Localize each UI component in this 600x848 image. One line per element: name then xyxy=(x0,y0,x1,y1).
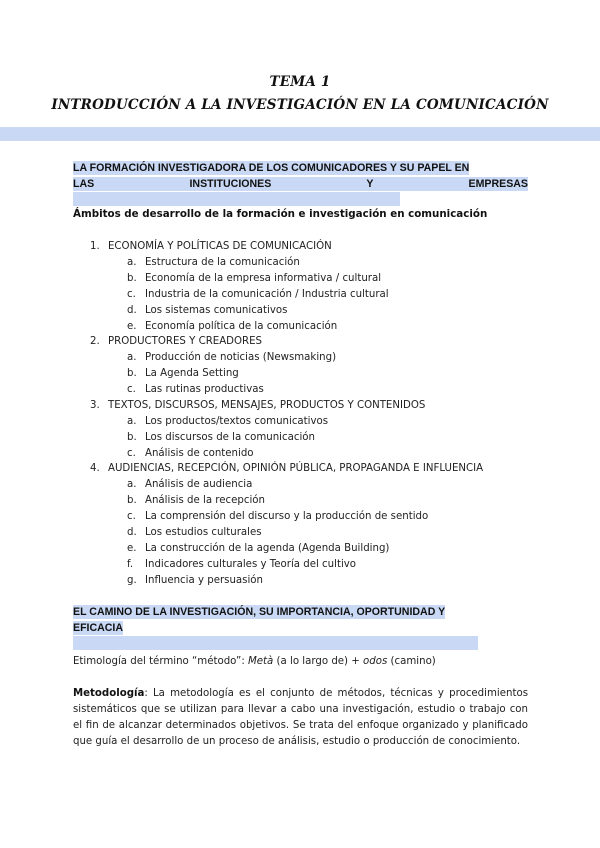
topic-number-title: TEMA 1 xyxy=(269,74,331,90)
section1-heading-line2: LAS INSTITUCIONES Y EMPRESAS xyxy=(73,177,528,190)
section1-heading xyxy=(73,161,528,209)
etymology-paragraph: Etimología del término “método”: Metà (a lo largo de) + odos (camino) xyxy=(73,656,436,667)
heading-highlight-band xyxy=(73,192,400,206)
section1-heading-line1: LA FORMACIÓN INVESTIGADORA DE LOS COMUNICADORES Y SU PAPEL EN xyxy=(73,162,470,174)
document-page: TEMA 1 INTRODUCCIÓN A LA INVESTIGACIÓN EN LA COMUNICACIÓN LA FORMACIÓN INVESTIGADORA DE LOS COMUNICADORES Y SU PAPEL EN LAS INSTITUCIONES Y EMPRESAS Ámbitos de desarrollo de la formación e investigación en comunicación 1. ECONOMÍA Y POLÍTICAS DE COMUNICACIÓN a. Estructura de la comunicación b. Economía de la empresa informativa / cultural c. Industria de la comunicación / Industria cultural d. Los sistemas comunicativos e. Economía política de la comunicación 2. PRODUCTORES Y CREADORES a. Producción de noticias (Newsmaking) b. La Agenda Setting c. Las rutinas productivas 3. TEXTOS, DISCURSOS, MENSAJES, PRODUCTOS Y CONTENIDOS a. Los productos/textos comunicativos b. Los discursos de la comunicación c. Análisis de contenido 4. AUDIENCIAS, RECEPCIÓN, OPINIÓN PÚBLICA, PROPAGANDA E INFLUENCIA a. Análisis de audiencia b. Análisis de la recepción c. La comprensión del discurso y la producción de sentido d. Los estudios culturales e. La construcción de la agenda (Agenda Building) f. Indicadores culturales y Teoría del cultivo g. Influencia y persuasión EL CAMINO DE LA INVESTIGACIÓN, SU IMPORTANCIA, OPORTUNIDAD Y EFICACIA Etimología del término “método”: Metà (a lo largo de) + odos (camino) Metodología: La metodología es el conjunto de métodos, técnicas y procedimientos sistemáticos que se utilizan para llevar a cabo una investigación, estudio o trabajo con el fin de alcanzar determinados objetivos. Se trata del enfoque organizado y planificado que guía el desarrollo de un proceso de análisis, estudio o producción de conocimiento. xyxy=(0,0,600,848)
section2-heading-line2: EFICACIA xyxy=(73,621,124,634)
section2-heading-line1: EL CAMINO DE LA INVESTIGACIÓN, SU IMPORTANCIA, OPORTUNIDAD Y xyxy=(73,606,446,618)
heading-highlight-band xyxy=(73,636,478,650)
section2-heading xyxy=(73,605,528,653)
methodology-paragraph: Metodología: La metodología es el conjunto de métodos, técnicas y procedimientos sistemáticos que se utilizan para llevar a cabo una investigación, estudio o trabajo con el fin de alcanzar determinados objetivos. Se trata del enfoque organizado y planificado que guía el desarrollo de un proceso de análisis, estudio o producción de conocimiento. xyxy=(73,688,528,747)
section-divider-band xyxy=(0,127,600,141)
methodology-term: Metodología xyxy=(73,688,145,699)
section1-subheading: Ámbitos de desarrollo de la formación e investigación en comunicación xyxy=(73,208,488,220)
topic-title: INTRODUCCIÓN A LA INVESTIGACIÓN EN LA COMUNICACIÓN xyxy=(51,97,549,113)
